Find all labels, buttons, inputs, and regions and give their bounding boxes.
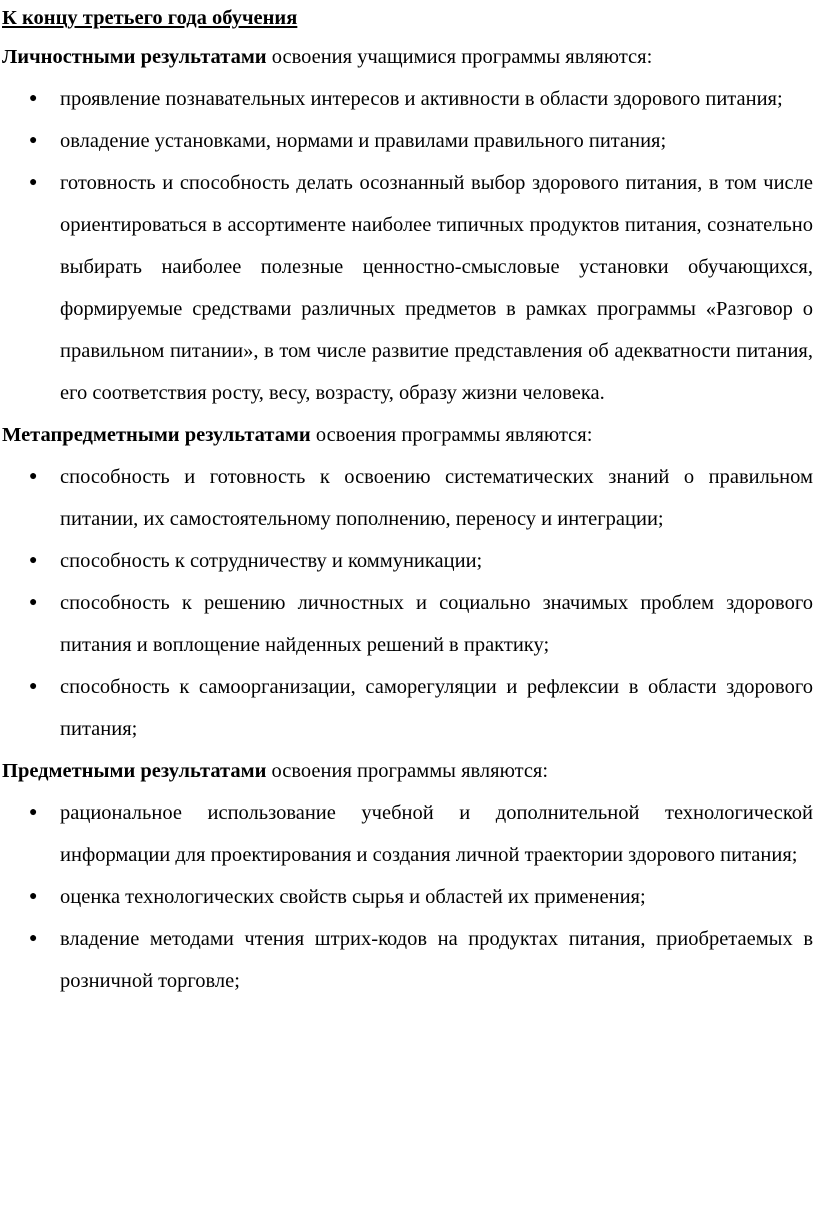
section-heading-metasubject — [2, 414, 813, 456]
list-item — [2, 582, 813, 666]
section-heading-bold: Предметными результатами — [2, 760, 267, 782]
section-heading-bold: Метапредметными результатами — [2, 424, 311, 446]
list-item — [2, 792, 813, 876]
bullet-icon: ● — [29, 91, 38, 106]
section-heading-text: освоения программы являются: — [310, 424, 593, 446]
list-item — [2, 78, 813, 120]
list-item — [2, 162, 813, 414]
list-item-text: способность к сотрудничеству и коммуникации; — [60, 550, 483, 572]
section-heading-bold: Личностными результатами — [2, 46, 267, 68]
section-heading-text: освоения программы являются: — [266, 760, 549, 782]
section-heading-personal — [2, 36, 813, 78]
list-item — [2, 120, 813, 162]
bullet-icon: ● — [29, 133, 38, 148]
list-item-text: оценка технологических свойств сырья и областей их применения; — [60, 886, 646, 908]
list-item — [2, 456, 813, 540]
bullet-icon: ● — [29, 175, 38, 190]
bullet-list-metasubject — [2, 456, 813, 750]
section-heading-subject — [2, 750, 813, 792]
list-item-text: готовность и способность делать осознанный выбор здорового питания, в том числе ориентироваться в ассортименте наиболее типичных продуктов питания, сознательно выбирать наиболее полезные ценностно-смысловые установки обучающихся, формируемые средствами различных предметов в рамках программы «Разговор о правильном питании», в том числе развитие представления об адекватности питания, его соответствия росту, весу, возрасту, образу жизни человека. — [60, 172, 813, 404]
bullet-icon: ● — [29, 595, 38, 610]
list-item-text: рациональное использование учебной и дополнительной технологической информации для проектирования и создания личной траектории здорового питания; — [60, 802, 813, 866]
list-item — [2, 876, 813, 918]
list-item-text: проявление познавательных интересов и активности в области здорового питания; — [60, 88, 783, 110]
list-item-text: способность и готовность к освоению систематических знаний о правильном питании, их самостоятельному пополнению, переносу и интеграции; — [60, 466, 813, 530]
bullet-icon: ● — [29, 679, 38, 694]
document-title: К концу третьего года обучения — [2, 7, 298, 29]
bullet-icon: ● — [29, 931, 38, 946]
list-item-text: владение методами чтения штрих-кодов на продуктах питания, приобретаемых в розничной торговле; — [60, 928, 813, 992]
bullet-icon: ● — [29, 889, 38, 904]
bullet-icon: ● — [29, 805, 38, 820]
list-item — [2, 918, 813, 1002]
bullet-icon: ● — [29, 553, 38, 568]
bullet-list-personal — [2, 78, 813, 414]
section-heading-text: освоения учащимися программы являются: — [266, 46, 653, 68]
list-item — [2, 666, 813, 750]
list-item — [2, 540, 813, 582]
bullet-icon: ● — [29, 469, 38, 484]
bullet-list-subject — [2, 792, 813, 1002]
list-item-text: способность к решению личностных и социально значимых проблем здорового питания и воплощение найденных решений в практику; — [60, 592, 813, 656]
list-item-text: способность к самоорганизации, саморегуляции и рефлексии в области здорового питания; — [60, 676, 813, 740]
list-item-text: овладение установками, нормами и правилами правильного питания; — [60, 130, 667, 152]
